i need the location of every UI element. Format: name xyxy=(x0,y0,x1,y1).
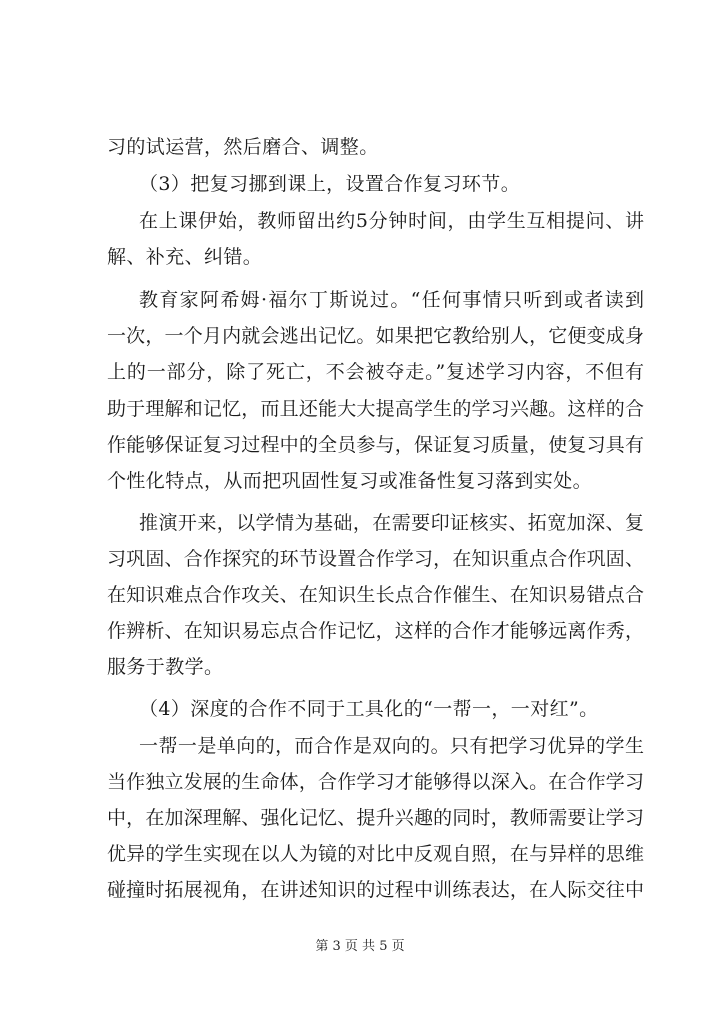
text-line: 个性化特点，从而把巩固性复习或准备性复习落到实处。 xyxy=(107,470,593,492)
text-line: 在上课伊始，教师留出约5分钟时间，由学生互相提问、讲 xyxy=(139,210,644,232)
text-line: 一次，一个月内就会逃出记忆。如果把它教给别人，它便变成身 xyxy=(107,325,644,347)
text-line: 教育家阿希姆·福尔丁斯说过。“任何事情只听到或者读到 xyxy=(139,289,644,311)
text-line: 当作独立发展的生命体，合作学习才能够得以深入。在合作学习 xyxy=(107,771,644,793)
page-number: 第 3 页 共 5 页 xyxy=(315,939,405,954)
text-line: 习巩固、合作探究的环节设置合作学习，在知识重点合作巩固、 xyxy=(107,548,644,570)
text-line: 助于理解和记忆，而且还能大大提高学生的学习兴趣。这样的合 xyxy=(107,398,644,420)
section-heading: （4）深度的合作不同于工具化的“一帮一，一对红”。 xyxy=(139,698,599,720)
text-line: 推演开来，以学情为基础，在需要印证核实、拓宽加深、复 xyxy=(139,512,644,534)
text-line: 作能够保证复习过程中的全员参与，保证复习质量，使复习具有 xyxy=(107,434,644,456)
text-line: 一帮一是单向的，而合作是双向的。只有把学习优异的学生 xyxy=(139,735,644,757)
text-line: 在知识难点合作攻关、在知识生长点合作催生、在知识易错点合 xyxy=(107,584,644,606)
text-line: 碰撞时拓展视角，在讲述知识的过程中训练表达，在人际交往中 xyxy=(107,879,644,901)
text-line: 优异的学生实现在以人为镜的对比中反观自照，在与异样的思维 xyxy=(107,843,644,865)
text-line: 中，在加深理解、强化记忆、提升兴趣的同时，教师需要让学习 xyxy=(107,807,644,829)
text-line: 上的一部分，除了死亡，不会被夺走。”复述学习内容，不但有 xyxy=(107,361,644,383)
text-line: 服务于教学。 xyxy=(107,656,224,678)
text-line: 习的试运营，然后磨合、调整。 xyxy=(107,136,379,158)
section-heading: （3）把复习挪到课上，设置合作复习环节。 xyxy=(139,173,521,195)
text-line: 作辨析、在知识易忘点合作记忆，这样的合作才能够远离作秀， xyxy=(107,620,644,642)
text-line: 解、补充、纠错。 xyxy=(107,246,263,268)
